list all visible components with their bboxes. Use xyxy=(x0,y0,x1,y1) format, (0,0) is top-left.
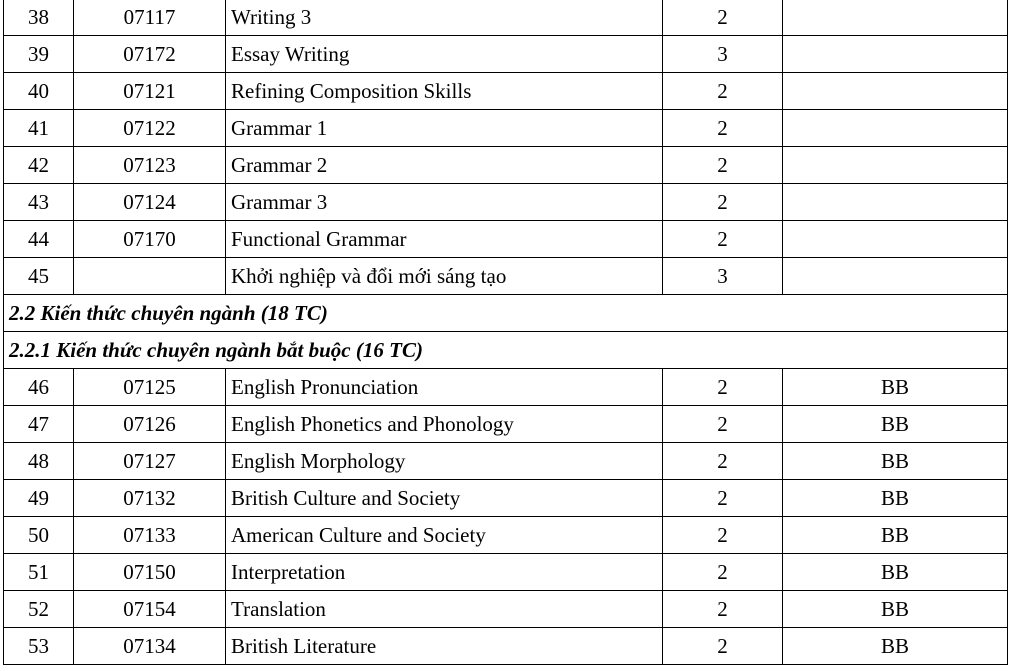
course-name: Essay Writing xyxy=(226,36,663,73)
course-type: BB xyxy=(783,480,1008,517)
course-number: 49 xyxy=(4,480,74,517)
course-credits: 2 xyxy=(663,369,783,406)
course-code: 07124 xyxy=(74,184,226,221)
course-number: 45 xyxy=(4,258,74,295)
course-name: Functional Grammar xyxy=(226,221,663,258)
course-credits: 2 xyxy=(663,591,783,628)
course-code: 07126 xyxy=(74,406,226,443)
course-type: BB xyxy=(783,554,1008,591)
table-row xyxy=(4,591,1008,628)
course-name: English Phonetics and Phonology xyxy=(226,406,663,443)
course-credits: 2 xyxy=(663,0,783,36)
course-type: BB xyxy=(783,591,1008,628)
course-type: BB xyxy=(783,517,1008,554)
course-name: Grammar 2 xyxy=(226,147,663,184)
course-number: 48 xyxy=(4,443,74,480)
table-row xyxy=(4,406,1008,443)
course-name: British Culture and Society xyxy=(226,480,663,517)
table-row xyxy=(4,554,1008,591)
section-major-heading: 2.2 Kiến thức chuyên ngành (18 TC) xyxy=(4,295,1008,332)
table-row xyxy=(4,258,1008,295)
course-credits: 2 xyxy=(663,628,783,665)
course-type xyxy=(783,184,1008,221)
course-code: 07117 xyxy=(74,0,226,36)
course-name: Writing 3 xyxy=(226,0,663,36)
course-type xyxy=(783,147,1008,184)
course-code: 07122 xyxy=(74,110,226,147)
course-number: 38 xyxy=(4,0,74,36)
course-type: BB xyxy=(783,406,1008,443)
course-name: Interpretation xyxy=(226,554,663,591)
table-row xyxy=(4,221,1008,258)
course-code: 07121 xyxy=(74,73,226,110)
course-name: Grammar 3 xyxy=(226,184,663,221)
course-number: 53 xyxy=(4,628,74,665)
course-name: Grammar 1 xyxy=(226,110,663,147)
course-credits: 2 xyxy=(663,517,783,554)
course-type xyxy=(783,73,1008,110)
table-row xyxy=(4,147,1008,184)
course-type: BB xyxy=(783,443,1008,480)
section-headers xyxy=(4,295,1008,369)
course-type xyxy=(783,110,1008,147)
course-credits: 3 xyxy=(663,36,783,73)
course-credits: 2 xyxy=(663,147,783,184)
course-name: American Culture and Society xyxy=(226,517,663,554)
course-number: 50 xyxy=(4,517,74,554)
section-row xyxy=(4,295,1008,332)
table-row xyxy=(4,36,1008,73)
course-code: 07172 xyxy=(74,36,226,73)
course-type xyxy=(783,0,1008,36)
table-row xyxy=(4,184,1008,221)
course-credits: 2 xyxy=(663,110,783,147)
course-number: 40 xyxy=(4,73,74,110)
table-row xyxy=(4,110,1008,147)
table-row xyxy=(4,369,1008,406)
table-row xyxy=(4,73,1008,110)
course-name: Refining Composition Skills xyxy=(226,73,663,110)
section-major-required-heading: 2.2.1 Kiến thức chuyên ngành bắt buộc (16 TC) xyxy=(4,332,1008,369)
course-number: 43 xyxy=(4,184,74,221)
course-credits: 2 xyxy=(663,184,783,221)
course-code: 07132 xyxy=(74,480,226,517)
course-number: 39 xyxy=(4,36,74,73)
course-name: English Morphology xyxy=(226,443,663,480)
table-row xyxy=(4,0,1008,36)
course-type xyxy=(783,36,1008,73)
course-code: 07154 xyxy=(74,591,226,628)
course-code: 07150 xyxy=(74,554,226,591)
course-code: 07125 xyxy=(74,369,226,406)
course-number: 47 xyxy=(4,406,74,443)
course-name: British Literature xyxy=(226,628,663,665)
course-code: 07127 xyxy=(74,443,226,480)
course-name: Khởi nghiệp và đổi mới sáng tạo xyxy=(226,258,663,295)
course-name: English Pronunciation xyxy=(226,369,663,406)
course-number: 46 xyxy=(4,369,74,406)
course-number: 41 xyxy=(4,110,74,147)
course-code: 07170 xyxy=(74,221,226,258)
section-row xyxy=(4,332,1008,369)
course-name: Translation xyxy=(226,591,663,628)
course-credits: 2 xyxy=(663,73,783,110)
table-row xyxy=(4,517,1008,554)
curriculum-table xyxy=(3,0,1008,665)
course-credits: 2 xyxy=(663,554,783,591)
course-number: 52 xyxy=(4,591,74,628)
course-number: 42 xyxy=(4,147,74,184)
rows-bottom xyxy=(4,369,1008,665)
course-code: 07123 xyxy=(74,147,226,184)
course-code: 07133 xyxy=(74,517,226,554)
course-credits: 2 xyxy=(663,221,783,258)
course-credits: 2 xyxy=(663,480,783,517)
course-code: 07134 xyxy=(74,628,226,665)
course-credits: 2 xyxy=(663,443,783,480)
course-credits: 3 xyxy=(663,258,783,295)
rows-top xyxy=(4,0,1008,295)
course-type: BB xyxy=(783,369,1008,406)
table-row xyxy=(4,628,1008,665)
table-row xyxy=(4,443,1008,480)
course-credits: 2 xyxy=(663,406,783,443)
table-row xyxy=(4,480,1008,517)
course-type xyxy=(783,221,1008,258)
course-number: 44 xyxy=(4,221,74,258)
course-code xyxy=(74,258,226,295)
course-type xyxy=(783,258,1008,295)
course-number: 51 xyxy=(4,554,74,591)
course-type: BB xyxy=(783,628,1008,665)
